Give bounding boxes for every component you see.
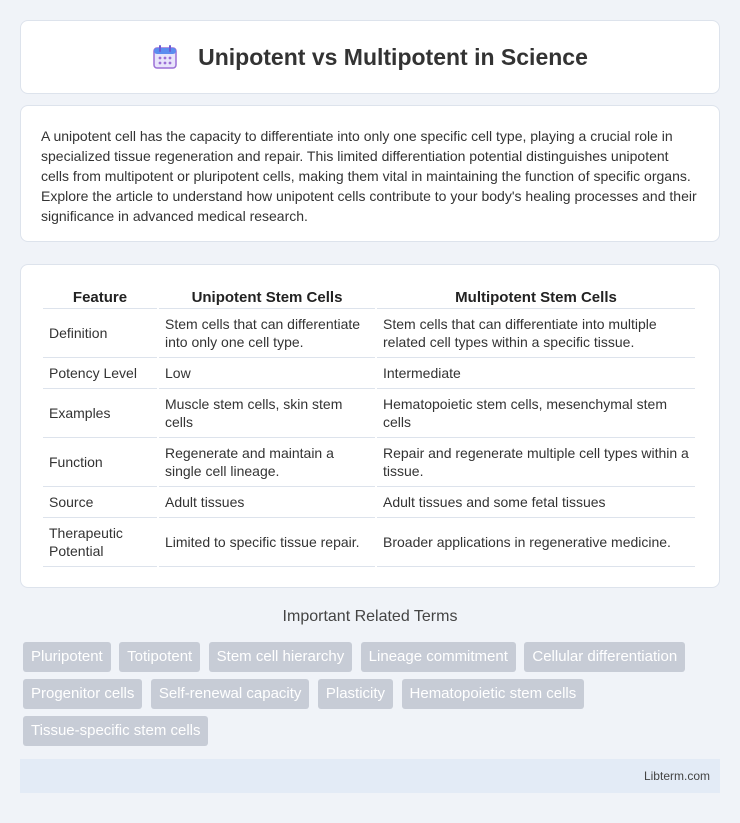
- column-header-unipotent: Unipotent Stem Cells: [159, 285, 375, 309]
- footer-site-link[interactable]: Libterm.com: [643, 769, 710, 783]
- table-row: [43, 389, 695, 438]
- table-row: [43, 518, 695, 567]
- table-header-row: [43, 285, 695, 309]
- footer: [20, 759, 720, 793]
- intro-card: [20, 105, 720, 242]
- unipotent-cell: Adult tissues: [159, 487, 375, 518]
- tag-self-renewal-capacity[interactable]: Self-renewal capacity: [151, 679, 310, 709]
- unipotent-cell: Low: [159, 358, 375, 389]
- unipotent-cell: Limited to specific tissue repair.: [159, 518, 375, 567]
- table-row: [43, 309, 695, 358]
- comparison-table: [41, 285, 697, 567]
- multipotent-cell: Hematopoietic stem cells, mesenchymal stem cells: [377, 389, 695, 438]
- feature-cell: Definition: [43, 309, 157, 358]
- tag-pluripotent[interactable]: Pluripotent: [23, 642, 111, 672]
- related-terms-title: Important Related Terms: [282, 608, 458, 625]
- tag-stem-cell-hierarchy[interactable]: Stem cell hierarchy: [209, 642, 353, 672]
- tag-tissue-specific-stem-cells[interactable]: Tissue-specific stem cells: [23, 716, 208, 746]
- multipotent-cell: Adult tissues and some fetal tissues: [377, 487, 695, 518]
- related-terms-list: [23, 642, 713, 753]
- table-row: [43, 358, 695, 389]
- tag-totipotent[interactable]: Totipotent: [119, 642, 200, 672]
- feature-cell: Source: [43, 487, 157, 518]
- multipotent-cell: Broader applications in regenerative medicine.: [377, 518, 695, 567]
- feature-cell: Examples: [43, 389, 157, 438]
- multipotent-cell: Intermediate: [377, 358, 695, 389]
- calendar-icon: [152, 44, 178, 70]
- tag-lineage-commitment[interactable]: Lineage commitment: [361, 642, 516, 672]
- multipotent-cell: Stem cells that can differentiate into multiple related cell types within a specific tissue.: [377, 309, 695, 358]
- tag-plasticity[interactable]: Plasticity: [318, 679, 393, 709]
- column-header-multipotent: Multipotent Stem Cells: [377, 285, 695, 309]
- table-row: [43, 438, 695, 487]
- tag-progenitor-cells[interactable]: Progenitor cells: [23, 679, 142, 709]
- intro-text: A unipotent cell has the capacity to differentiate into only one specific cell type, playing a crucial role in specialized tissue regeneration and repair. This limited differentiation potential distinguishes unipotent cells from multipotent or pluripotent cells, making them vital in maintaining the function of specific organs. Explore the article to understand how unipotent cells contribute to your body's healing processes and their significance in advanced medical research.: [41, 128, 697, 224]
- unipotent-cell: Regenerate and maintain a single cell lineage.: [159, 438, 375, 487]
- header-card: [20, 20, 720, 94]
- feature-cell: Function: [43, 438, 157, 487]
- tag-cellular-differentiation[interactable]: Cellular differentiation: [524, 642, 685, 672]
- unipotent-cell: Muscle stem cells, skin stem cells: [159, 389, 375, 438]
- tag-hematopoietic-stem-cells[interactable]: Hematopoietic stem cells: [402, 679, 585, 709]
- feature-cell: Therapeutic Potential: [43, 518, 157, 567]
- table-row: [43, 487, 695, 518]
- feature-cell: Potency Level: [43, 358, 157, 389]
- comparison-table-card: [20, 264, 720, 588]
- page-title: Unipotent vs Multipotent in Science: [198, 43, 588, 70]
- column-header-feature: Feature: [43, 285, 157, 309]
- multipotent-cell: Repair and regenerate multiple cell types within a tissue.: [377, 438, 695, 487]
- unipotent-cell: Stem cells that can differentiate into only one cell type.: [159, 309, 375, 358]
